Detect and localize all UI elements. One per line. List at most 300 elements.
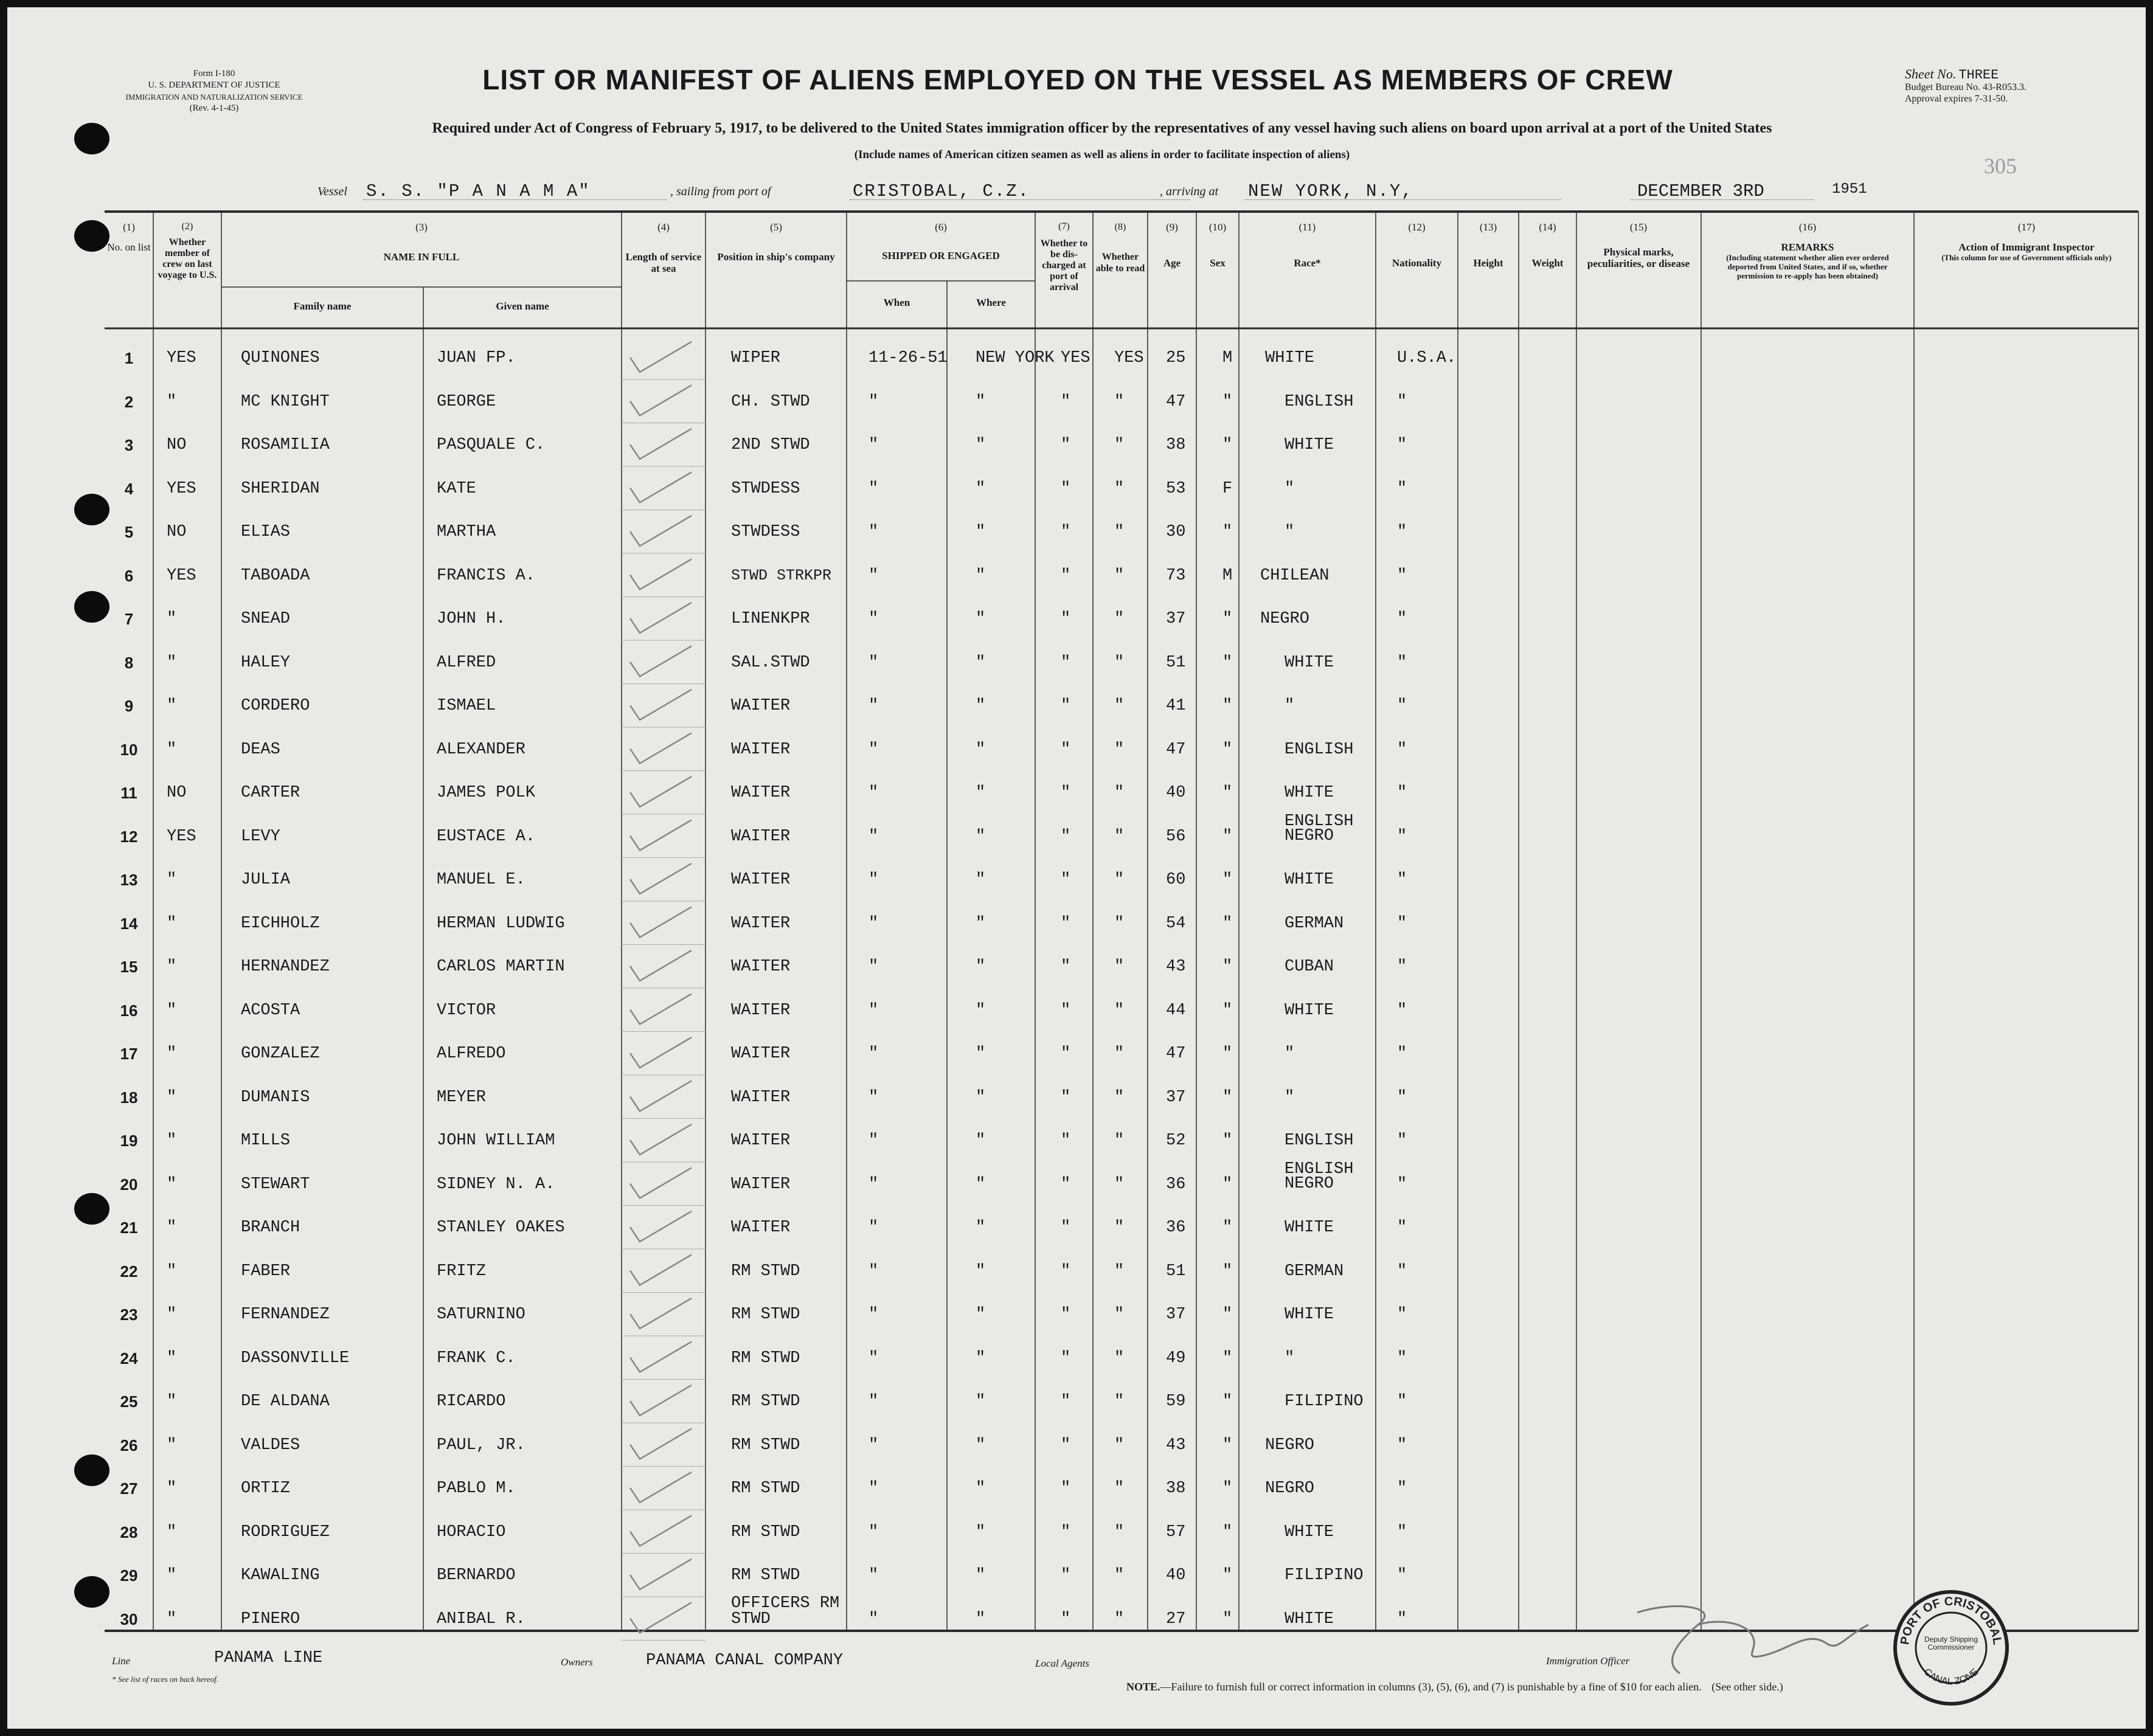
row-number: 2 [124, 392, 134, 411]
cell-family-name: JULIA [241, 871, 291, 889]
cell-position: WAITER [731, 914, 791, 933]
row-number: 11 [120, 784, 137, 802]
cell-family-name: SHERIDAN [241, 479, 320, 498]
cell-nationality: " [1397, 1305, 1407, 1324]
svg-text:CANAL ZONE: CANAL ZONE [1921, 1667, 1981, 1687]
cell-discharged: " [1061, 436, 1071, 454]
cell-race: NEGRO [1265, 1436, 1315, 1454]
cell-sex: " [1222, 1001, 1233, 1020]
cell-position: RM STWD [731, 1349, 800, 1368]
cell-shipped-when: " [868, 827, 879, 846]
cell-shipped-where: " [976, 958, 986, 976]
cell-discharged: " [1061, 1175, 1071, 1194]
cell-able-to-read: " [1114, 653, 1125, 672]
cell-position: RM STWD [731, 1566, 800, 1585]
cell-position: RM STWD [731, 1523, 800, 1541]
cell-given-name: HERMAN LUDWIG [437, 914, 565, 933]
cell-able-to-read: " [1114, 1132, 1125, 1150]
cell-discharged: " [1061, 1132, 1071, 1150]
cell-nationality: " [1397, 523, 1407, 541]
cell-last-voyage: " [167, 1132, 177, 1150]
cell-age: 51 [1166, 1262, 1186, 1281]
cell-shipped-when: " [868, 1175, 879, 1194]
cell-sex: " [1222, 1349, 1233, 1368]
cell-given-name: EUSTACE A. [437, 827, 536, 846]
cell-nationality: " [1397, 740, 1407, 759]
col-header-race: (11) Race* [1294, 221, 1321, 269]
cell-race: WHITE [1285, 1219, 1334, 1237]
cell-position: WAITER [731, 871, 791, 889]
cell-last-voyage: " [167, 1175, 177, 1194]
cell-given-name: GEORGE [437, 392, 496, 411]
cell-family-name: CORDERO [241, 697, 310, 715]
col-header-list-number: (1) No. on list [107, 221, 151, 253]
cell-nationality: " [1397, 1610, 1407, 1628]
col-header-sex: (10) Sex [1208, 221, 1227, 269]
cell-shipped-when: " [868, 566, 879, 585]
cell-race: WHITE [1285, 1523, 1334, 1541]
cell-position: STWDESS [731, 523, 800, 541]
cell-given-name: ANIBAL R. [437, 1610, 525, 1628]
cell-nationality: " [1397, 1219, 1407, 1237]
cell-shipped-where: " [976, 914, 986, 933]
cell-shipped-when: " [868, 914, 879, 933]
cell-family-name: CARTER [241, 784, 300, 802]
cell-family-name: RODRIGUEZ [241, 1523, 330, 1541]
col-header-nationality: (12) Nationality [1392, 221, 1442, 269]
cell-shipped-when: " [868, 610, 879, 628]
cell-shipped-where: " [976, 1132, 986, 1150]
cell-given-name: ISMAEL [437, 697, 496, 715]
cell-position: RM STWD [731, 1392, 800, 1411]
cell-last-voyage: " [167, 740, 177, 759]
cell-discharged: " [1061, 1610, 1071, 1628]
cell-able-to-read: " [1114, 1566, 1125, 1585]
cell-nationality: " [1397, 784, 1407, 802]
cell-able-to-read: " [1114, 958, 1125, 976]
row-number: 9 [124, 697, 134, 715]
cell-shipped-where: " [976, 871, 986, 889]
cell-shipped-where: " [976, 1305, 986, 1324]
cell-sex: " [1222, 1175, 1233, 1194]
col-header-shipped: (6) SHIPPED OR ENGAGED [882, 221, 1000, 261]
cell-given-name: VICTOR [437, 1001, 496, 1020]
cell-last-voyage: NO [167, 523, 187, 541]
col-header-last-voyage: (2) Whether member of crew on last voyage to U.S. [158, 221, 217, 280]
check-mark [630, 429, 692, 459]
cell-sex: " [1222, 1219, 1233, 1237]
check-mark [630, 1342, 692, 1372]
check-mark [630, 994, 692, 1025]
cell-discharged: " [1061, 1219, 1071, 1237]
cell-position: WAITER [731, 1132, 791, 1150]
col-header-where: Where [976, 297, 1006, 308]
cell-sex: " [1222, 523, 1233, 541]
cell-family-name: MILLS [241, 1132, 291, 1150]
cell-position: STWD STRKPR [731, 566, 832, 584]
cell-last-voyage: " [167, 1305, 177, 1324]
col-header-remarks: (16) REMARKS (Including statement whether alien ever ordered deported from United States, and if so, whether permission to re-apply has been obtained) [1726, 221, 1889, 280]
cell-shipped-where: " [976, 827, 986, 846]
row-number: 7 [124, 610, 134, 628]
cell-sex: " [1222, 784, 1233, 802]
row-number: 1 [124, 349, 134, 367]
cell-shipped-where: " [976, 1610, 986, 1628]
cell-nationality: " [1397, 1479, 1407, 1498]
col-header-height: (13) Height [1473, 221, 1503, 269]
cell-age: 43 [1166, 958, 1186, 976]
cell-position: WAITER [731, 827, 791, 846]
col-header-inspector-action: (17) Action of Immigrant Inspector (This column for use of Government officials only) [1941, 221, 2112, 262]
row-number: 13 [120, 871, 138, 889]
cell-discharged: " [1061, 1045, 1071, 1063]
cell-nationality: U.S.A. [1397, 349, 1457, 367]
cell-family-name: DASSONVILLE [241, 1349, 350, 1368]
cell-age: 38 [1166, 1479, 1186, 1498]
cell-discharged: " [1061, 653, 1071, 672]
cell-race: WHITE [1285, 1001, 1334, 1020]
cell-position: OFFICERS RM STWD [731, 1594, 840, 1628]
cell-nationality: " [1397, 1088, 1407, 1107]
row-number: 17 [120, 1045, 138, 1063]
cell-able-to-read: " [1114, 1479, 1125, 1498]
col-header-physical-marks: (15) Physical marks, peculiarities, or disease [1587, 221, 1690, 269]
cell-discharged: " [1061, 1566, 1071, 1585]
cell-discharged: " [1061, 1523, 1071, 1541]
row-number: 22 [120, 1262, 138, 1281]
cell-position: RM STWD [731, 1305, 800, 1324]
cell-race: " [1285, 523, 1295, 541]
cell-sex: M [1222, 349, 1233, 367]
cell-family-name: ROSAMILIA [241, 436, 330, 454]
col-header-weight: (14) Weight [1531, 221, 1564, 269]
cell-race: NEGRO [1260, 610, 1310, 628]
check-mark [630, 472, 692, 503]
row-number: 25 [120, 1392, 138, 1411]
cell-able-to-read: " [1114, 1349, 1125, 1368]
cell-sex: " [1222, 653, 1233, 672]
cell-nationality: " [1397, 827, 1407, 846]
cell-family-name: HALEY [241, 653, 291, 672]
cell-age: 38 [1166, 436, 1186, 454]
col-header-when: When [883, 297, 910, 308]
row-number: 14 [120, 914, 138, 933]
cell-last-voyage: " [167, 1262, 177, 1281]
check-mark [630, 1385, 692, 1416]
cell-sex: " [1222, 610, 1233, 628]
cell-able-to-read: " [1114, 784, 1125, 802]
cell-discharged: " [1061, 566, 1071, 585]
cell-race: " [1285, 479, 1295, 498]
cell-family-name: STEWART [241, 1175, 310, 1194]
cell-nationality: " [1397, 871, 1407, 889]
cell-shipped-when: " [868, 436, 879, 454]
cell-shipped-when: " [868, 1479, 879, 1498]
row-number: 23 [120, 1305, 138, 1324]
cell-sex: " [1222, 871, 1233, 889]
cell-nationality: " [1397, 1349, 1407, 1368]
cell-family-name: BRANCH [241, 1219, 300, 1237]
svg-text:PORT OF CRISTOBAL: PORT OF CRISTOBAL [1898, 1594, 2004, 1646]
cell-position: 2ND STWD [731, 436, 810, 454]
cell-family-name: FERNANDEZ [241, 1305, 330, 1324]
cell-shipped-where: " [976, 1349, 986, 1368]
cell-shipped-when: " [868, 740, 879, 759]
cell-position: RM STWD [731, 1262, 800, 1281]
cell-position: CH. STWD [731, 392, 810, 411]
sheet-number: Sheet No. THREE Budget Bureau No. 43-R053.3. Approval expires 7-31-50. [1905, 66, 2026, 104]
arrival-year: 1951 [1832, 181, 1867, 198]
row-number: 27 [120, 1479, 138, 1498]
cell-able-to-read: " [1114, 914, 1125, 933]
cell-age: 25 [1166, 349, 1186, 367]
cell-age: 59 [1166, 1392, 1186, 1411]
cell-nationality: " [1397, 479, 1407, 498]
cell-family-name: PINERO [241, 1610, 300, 1628]
cell-shipped-when: " [868, 1392, 879, 1411]
cell-shipped-where: " [976, 697, 986, 715]
cell-able-to-read: " [1114, 566, 1125, 585]
cell-able-to-read: " [1114, 610, 1125, 628]
cell-discharged: " [1061, 1001, 1071, 1020]
check-mark [630, 559, 692, 590]
cell-age: 51 [1166, 653, 1186, 672]
check-mark [630, 1429, 692, 1459]
cell-last-voyage: " [167, 1392, 177, 1411]
cell-age: 43 [1166, 1436, 1186, 1454]
cell-given-name: JOHN H. [437, 610, 506, 628]
cell-age: 36 [1166, 1219, 1186, 1237]
cell-sex: F [1222, 479, 1233, 498]
cell-family-name: EICHHOLZ [241, 914, 320, 933]
row-number: 20 [120, 1175, 138, 1194]
cell-race: ENGLISH [1285, 1132, 1354, 1150]
cell-last-voyage: " [167, 392, 177, 411]
cell-able-to-read: " [1114, 1219, 1125, 1237]
owners-name: PANAMA CANAL COMPANY [646, 1651, 844, 1670]
cell-given-name: JUAN FP. [437, 349, 516, 367]
check-mark [630, 1472, 692, 1503]
cell-sex: " [1222, 1479, 1233, 1498]
check-mark [630, 386, 692, 416]
cell-nationality: " [1397, 1175, 1407, 1194]
cell-sex: " [1222, 1610, 1233, 1628]
cell-sex: " [1222, 1132, 1233, 1150]
cell-last-voyage: " [167, 1610, 177, 1628]
cell-shipped-when: " [868, 392, 879, 411]
cell-family-name: ACOSTA [241, 1001, 300, 1020]
cell-age: 52 [1166, 1132, 1186, 1150]
cell-last-voyage: YES [167, 349, 196, 367]
cell-discharged: " [1061, 914, 1071, 933]
cell-shipped-where: " [976, 1479, 986, 1498]
col-header-name: (3) NAME IN FULL [383, 221, 460, 263]
cell-discharged: " [1061, 697, 1071, 715]
cell-sex: " [1222, 1566, 1233, 1585]
cell-race: CUBAN [1285, 958, 1334, 976]
cell-able-to-read: " [1114, 436, 1125, 454]
cell-discharged: " [1061, 740, 1071, 759]
cell-nationality: " [1397, 610, 1407, 628]
check-mark [630, 1081, 692, 1112]
cell-position: WAITER [731, 1219, 791, 1237]
cell-shipped-when: " [868, 1262, 879, 1281]
cell-race: FILIPINO [1285, 1392, 1364, 1411]
cell-shipped-where: " [976, 392, 986, 411]
cell-family-name: KAWALING [241, 1566, 320, 1585]
cell-sex: " [1222, 697, 1233, 715]
row-number: 16 [120, 1001, 138, 1020]
cell-nationality: " [1397, 914, 1407, 933]
cell-race: ENGLISH [1285, 392, 1354, 411]
cell-position: WAITER [731, 1001, 791, 1020]
cell-shipped-when: " [868, 523, 879, 541]
cell-age: 53 [1166, 479, 1186, 498]
cell-given-name: ALFREDO [437, 1045, 506, 1063]
cell-last-voyage: " [167, 697, 177, 715]
row-number: 29 [120, 1566, 138, 1585]
cell-discharged: " [1061, 479, 1071, 498]
cell-able-to-read: " [1114, 871, 1125, 889]
cell-last-voyage: YES [167, 566, 196, 585]
cell-able-to-read: " [1114, 1001, 1125, 1020]
port-seal: PORT OF CRISTOBAL CANAL ZONE Deputy Shipping Commissioner [1891, 1588, 2011, 1707]
cell-family-name: MC KNIGHT [241, 392, 330, 411]
cell-age: 37 [1166, 610, 1186, 628]
cell-discharged: " [1061, 958, 1071, 976]
cell-given-name: CARLOS MARTIN [437, 958, 565, 976]
cell-given-name: PAUL, JR. [437, 1436, 525, 1454]
cell-race: WHITE [1285, 871, 1334, 889]
cell-shipped-where: " [976, 784, 986, 802]
cell-shipped-when: 11-26-51 [868, 349, 948, 367]
cell-family-name: DE ALDANA [241, 1392, 330, 1411]
col-header-service-length: (4) Length of service at sea [625, 221, 702, 274]
cell-shipped-where: " [976, 610, 986, 628]
cell-age: 49 [1166, 1349, 1186, 1368]
cell-nationality: " [1397, 436, 1407, 454]
check-mark [630, 733, 692, 764]
cell-race: ENGLISH NEGRO [1285, 812, 1354, 845]
cell-shipped-where: " [976, 1523, 986, 1541]
cell-last-voyage: YES [167, 479, 196, 498]
cell-race: WHITE [1265, 349, 1315, 367]
cell-shipped-where: " [976, 1392, 986, 1411]
cell-shipped-when: " [868, 1132, 879, 1150]
cell-shipped-when: " [868, 784, 879, 802]
cell-sex: " [1222, 436, 1233, 454]
cell-given-name: PASQUALE C. [437, 436, 546, 454]
arrival-date: DECEMBER 3RD [1637, 181, 1764, 201]
cell-age: 56 [1166, 827, 1186, 846]
cell-family-name: QUINONES [241, 349, 320, 367]
cell-nationality: " [1397, 1045, 1407, 1063]
cell-race: WHITE [1285, 1305, 1334, 1324]
cell-shipped-when: " [868, 1088, 879, 1107]
cell-discharged: " [1061, 1392, 1071, 1411]
cell-race: " [1285, 697, 1295, 715]
cell-discharged: " [1061, 1436, 1071, 1454]
cell-nationality: " [1397, 1001, 1407, 1020]
arrival-port: NEW YORK, N.Y, [1248, 181, 1413, 201]
cell-sex: " [1222, 1045, 1233, 1063]
manifest-sheet: Form I-180 U. S. DEPARTMENT OF JUSTICE IMMIGRATION AND NATURALIZATION SERVICE (Rev. 4-1-45) LIST OR MANIFEST OF ALIENS EMPLOYED ON THE VESSEL AS MEMBERS OF CREW Sheet No. THREE Budget Bureau No. 43-R053.3. Approval expires 7-31-50. Required under Act of Congress of February 5, 1917, to be delivered to the United States immigration officer by the representatives of any vessel having such aliens on board upon arrival at a port of the United States (Include names of American citizen seamen as well as aliens in order to facilitate inspection of aliens) 305 Vessel S. S. "P A N A M A" , sailing from port of CRISTOBAL, C.Z. , arriving at NEW YORK, N.Y, DECEMBER 3RD 1951 (1) No. on list (2) Whether member of crew on last voyage to U.S. (3) NAME IN FULL Family name Given name (4) Length of service at sea (5) Position in ship's company (6) SHIPPED OR ENGAGED When Where (7) Whether to be dis-charged at port of arrival (8) Whether able to read (9) Age (10) Sex (11) Race* (12) Nationality (13) Height (14) Weight (15) Physical marks, peculiarities, or disease (16) REMARKS (Including statement whether alien ever ordered deported from United States, and if so, whether permission to re-apply has been obtained) (17) Action of Immigrant Inspector (This column for use of Government officials only) 1 YES QUINONES JUAN FP. WIPER 11-26-51 NEW YORK YES YES 25 M WHITE U.S.A. 2 " MC KNIGHT GEORGE CH. STWD " " " " 47 " ENGLISH " 3 NO ROSAMILIA PASQUALE C. 2ND STWD " " " " 38 " WHITE " 4 YES SHERIDAN KATE STWDESS " " " " 53 F " " 5 NO ELIAS MARTHA STWDESS " " " " 30 " " " 6 YES TABOADA FRANCIS A. STWD STRKPR " " " " 73 M CHILEAN " 7 " SNEAD JOHN H. LINENKPR " " " " 37 " NEGRO " 8 " HALEY ALFRED SAL.STWD " " " " 51 " WHITE " 9 " CORDERO ISMAEL WAITER " " " " 41 " " " 10 " DEAS ALEXANDER WAITER " " " " 47 " ENGLISH " 11 NO CARTER JAMES POLK WAITER " " " " 40 " WHITE " 12 YES LEVY EUSTACE A. WAITER " " " " 56 " ENGLISH NEGRO " 13 " JULIA MANUEL E. WAITER " " " " 60 " WHITE " 14 " EICHHOLZ HERMAN LUDWIG WAITER " " " " 54 " GERMAN " 15 " HERNANDEZ CARLOS MARTIN WAITER " " " " 43 " CUBAN " 16 " ACOSTA VICTOR WAITER " " " " 44 " WHITE " 17 " GONZALEZ ALFREDO WAITER " " " " 47 " " " 18 " DUMANIS MEYER WAITER " " " " 37 " " " 19 " MILLS JOHN WILLIAM WAITER " " " " 52 " ENGLISH " 20 " STEWART SIDNEY N. A. WAITER " " " " 36 " ENGLISH NEGRO " 21 " BRANCH STANLEY OAKES WAITER " " " " 36 " WHITE " 22 " FABER FRITZ RM STWD " " " " 51 " GERMAN " 23 " FERNANDEZ SATURNINO RM STWD " " " " 37 " WHITE " 24 " DASSONVILLE FRANK C. RM STWD " " " " 49 " " " 25 " DE ALDANA RICARDO RM STWD " " " " 59 " FILIPINO " 26 " VALDES PAUL, JR. RM STWD " " " " 43 " NEGRO " 27 " ORTIZ PABLO M. RM STWD " " " " 38 " NEGRO " 28 " RODRIGUEZ HORACIO RM STWD " " " " 57 " WHITE " 29 " KAWALING BERNARDO RM STWD " " " " 40 " FILIPINO " 30 " PINERO ANIBAL R. OFFICERS RM STWD " " " " 27 " WHITE " Line PANAMA LINE Owners PANAMA CANAL COMPANY Local Agents Immigration Officer * See list of races on back hereof. NOTE.—Failure to furnish full or correct information in columns (3), (5), (6), and (7) is punishable by a fine of $10 for each alien. (See other side.) PORT OF CRISTOBAL CANAL ZONE Deputy Shipping Commissioner [7, 7, 2146, 1729]
check-mark [630, 1168, 692, 1198]
cell-shipped-when: " [868, 1436, 879, 1454]
cell-nationality: " [1397, 653, 1407, 672]
cell-last-voyage: " [167, 1219, 177, 1237]
cell-shipped-where: " [976, 653, 986, 672]
cell-given-name: MARTHA [437, 523, 496, 541]
cell-given-name: ALFRED [437, 653, 496, 672]
cell-nationality: " [1397, 697, 1407, 715]
cell-family-name: VALDES [241, 1436, 300, 1454]
cell-age: 57 [1166, 1523, 1186, 1541]
cell-given-name: JAMES POLK [437, 784, 536, 802]
cell-able-to-read: " [1114, 1523, 1125, 1541]
cell-able-to-read: " [1114, 392, 1125, 411]
cell-nationality: " [1397, 958, 1407, 976]
row-number: 19 [120, 1132, 138, 1150]
cell-shipped-where: " [976, 436, 986, 454]
cell-position: SAL.STWD [731, 653, 810, 672]
row-number: 5 [124, 523, 134, 541]
cell-sex: M [1222, 566, 1233, 585]
check-mark [630, 1255, 692, 1285]
cell-age: 73 [1166, 566, 1186, 585]
cell-able-to-read: " [1114, 1436, 1125, 1454]
cell-family-name: TABOADA [241, 566, 310, 585]
cell-given-name: SATURNINO [437, 1305, 525, 1324]
row-number: 21 [120, 1219, 138, 1237]
cell-given-name: FRANCIS A. [437, 566, 536, 585]
check-mark [630, 1516, 692, 1546]
cell-shipped-when: " [868, 1305, 879, 1324]
cell-able-to-read: YES [1114, 349, 1144, 367]
cell-able-to-read: " [1114, 1088, 1125, 1107]
cell-last-voyage: " [167, 1001, 177, 1020]
cell-last-voyage: NO [167, 784, 187, 802]
cell-race: GERMAN [1285, 1262, 1344, 1281]
col-header-age: (9) Age [1163, 221, 1181, 269]
cell-nationality: " [1397, 392, 1407, 411]
cell-age: 54 [1166, 914, 1186, 933]
col-header-given-name: Given name [496, 300, 549, 312]
cell-discharged: " [1061, 784, 1071, 802]
cell-given-name: JOHN WILLIAM [437, 1132, 555, 1150]
cell-nationality: " [1397, 1523, 1407, 1541]
cell-age: 41 [1166, 697, 1186, 715]
cell-given-name: ALEXANDER [437, 740, 525, 759]
cell-last-voyage: " [167, 1045, 177, 1063]
cell-position: WAITER [731, 784, 791, 802]
cell-race: " [1285, 1088, 1295, 1107]
cell-age: 60 [1166, 871, 1186, 889]
cell-race: WHITE [1285, 436, 1334, 454]
check-mark [630, 1124, 692, 1155]
cell-family-name: FABER [241, 1262, 291, 1281]
cell-position: WAITER [731, 740, 791, 759]
row-number: 30 [120, 1610, 138, 1628]
cell-sex: " [1222, 1262, 1233, 1281]
check-mark [630, 1603, 692, 1633]
line-name: PANAMA LINE [214, 1649, 323, 1667]
cell-family-name: DUMANIS [241, 1088, 310, 1107]
col-header-discharged: (7) Whether to be dis-charged at port of arrival [1040, 221, 1088, 292]
cell-family-name: GONZALEZ [241, 1045, 320, 1063]
cell-last-voyage: " [167, 653, 177, 672]
cell-given-name: MANUEL E. [437, 871, 525, 889]
